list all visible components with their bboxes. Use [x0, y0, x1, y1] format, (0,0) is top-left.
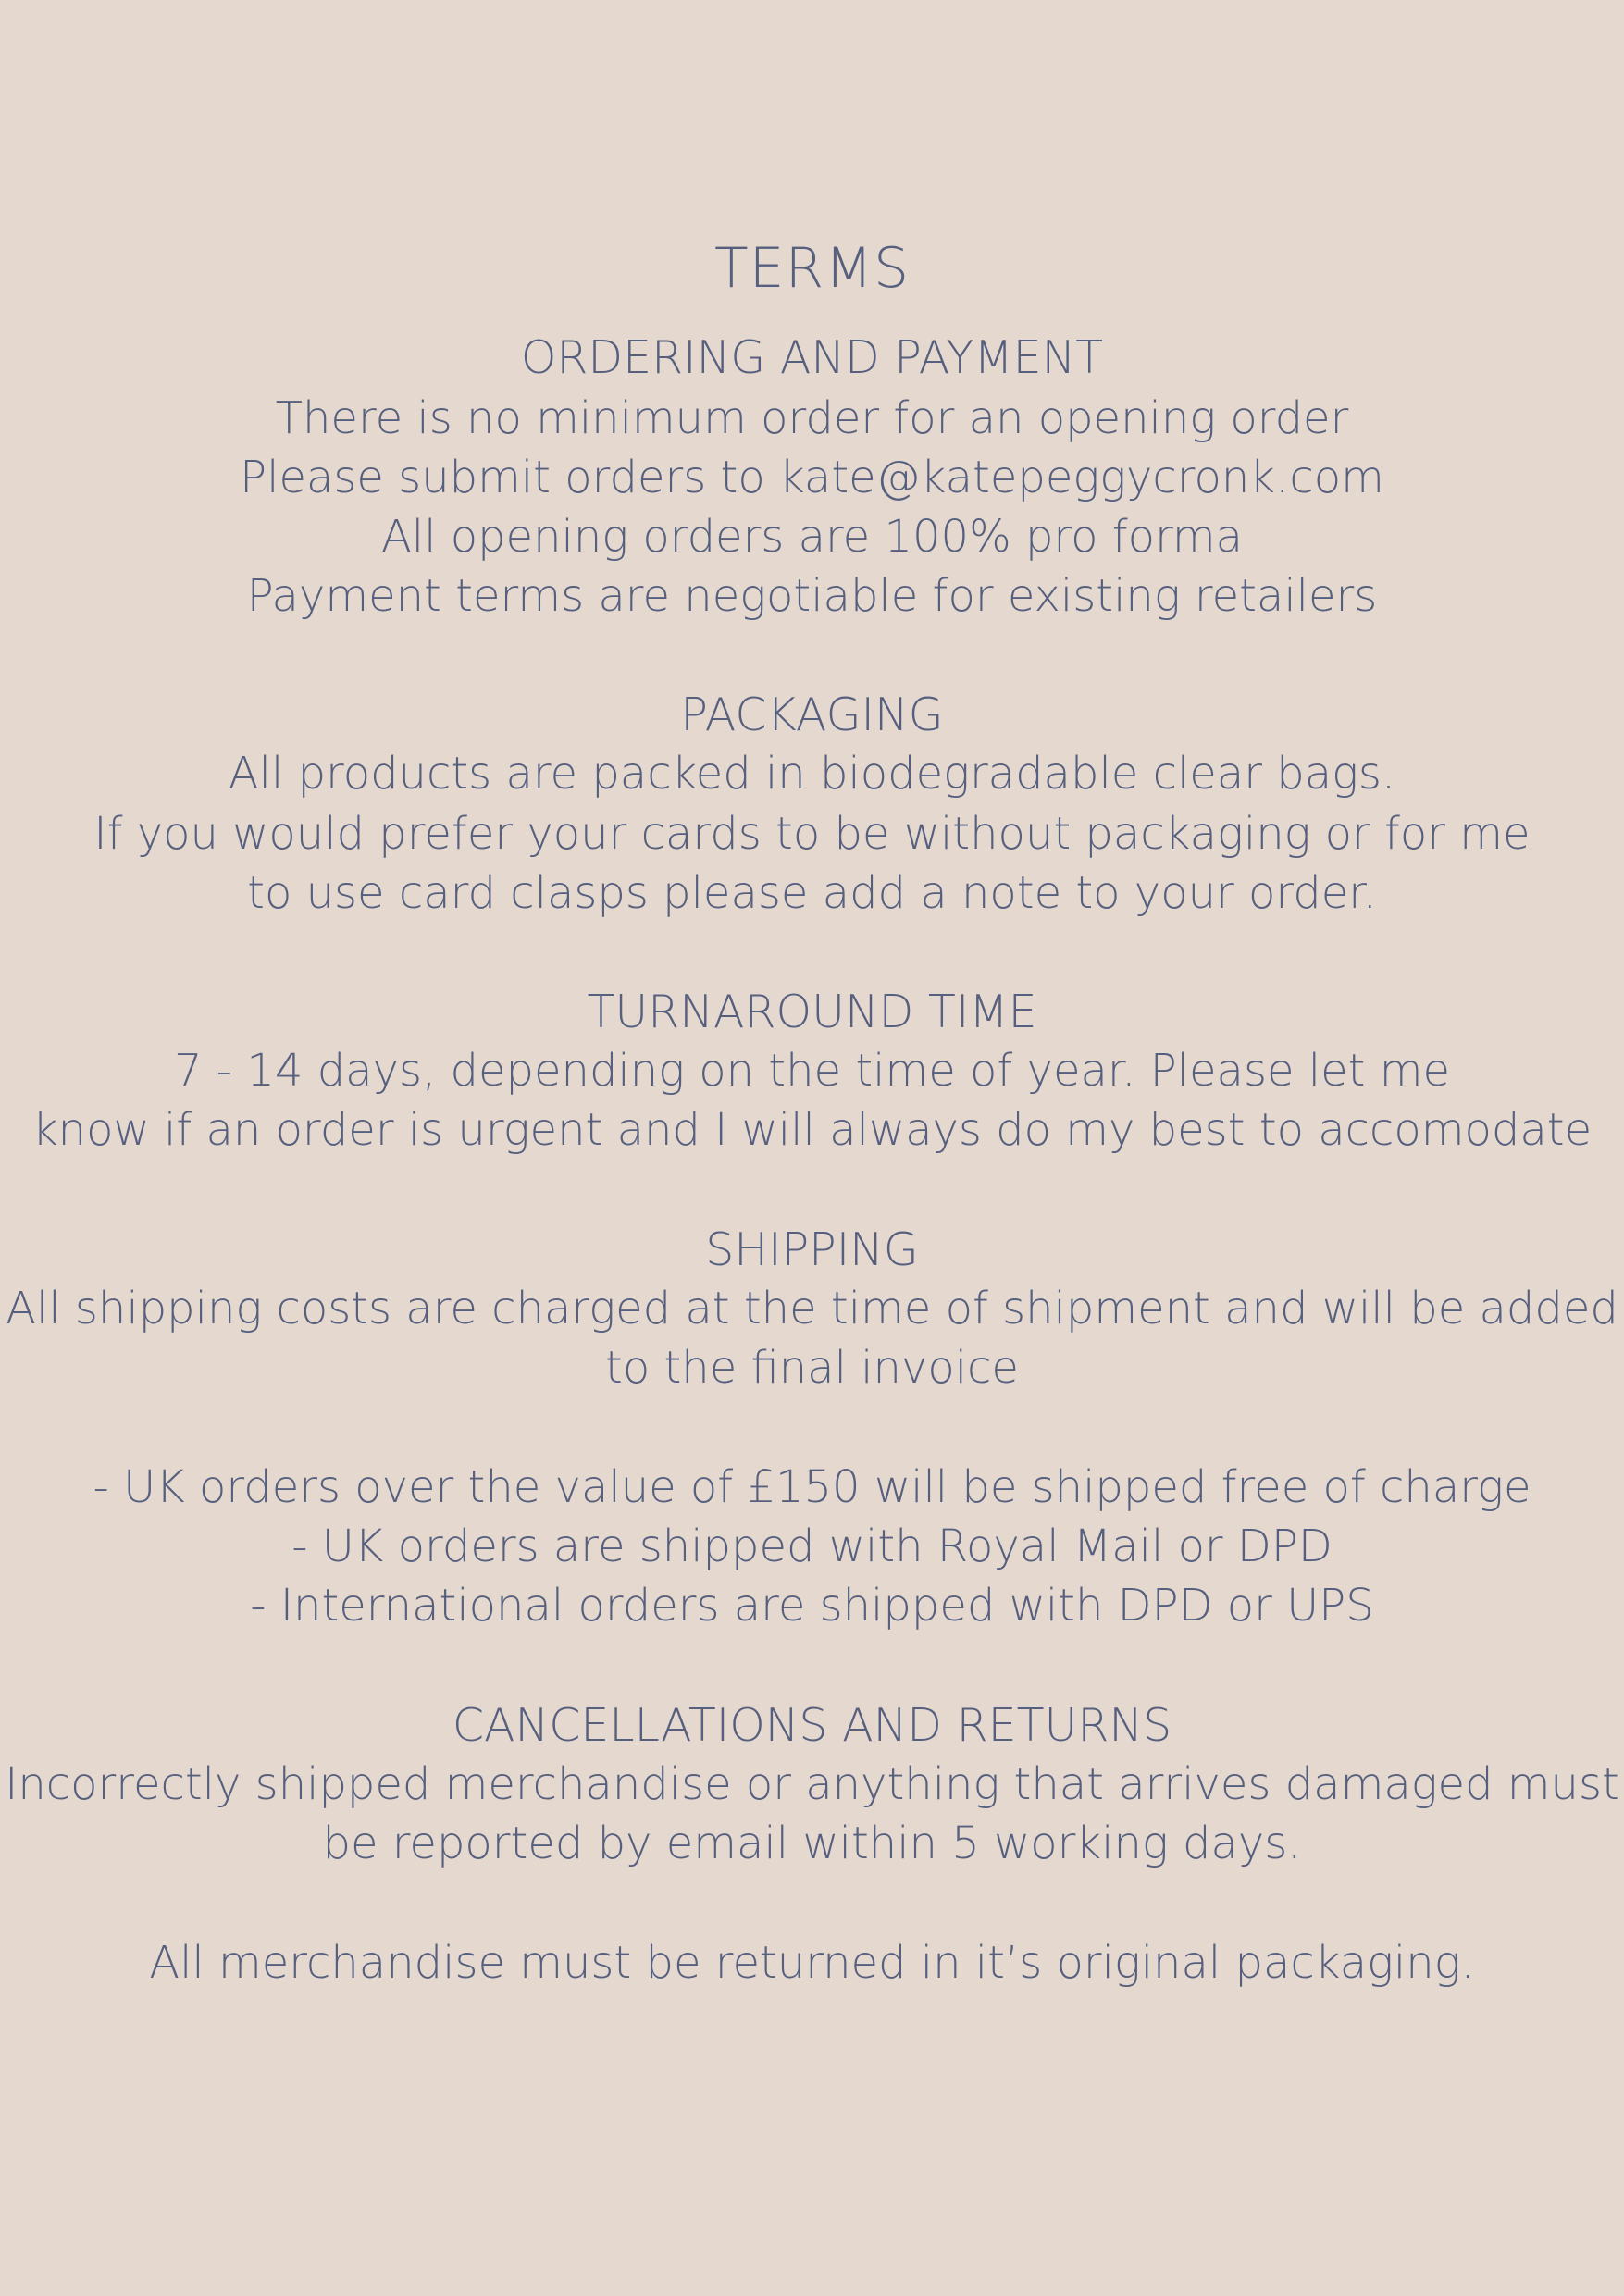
turnaround-line-2: know if an order is urgent and I will always do my best to accomodate: [31, 1104, 1593, 1156]
page-title: TERMS: [713, 236, 911, 301]
shipping-bullet-2: - UK orders are shipped with Royal Mail or DPD: [291, 1520, 1333, 1572]
ordering-line-4: Payment terms are negotiable for existing retailers: [246, 570, 1378, 622]
ordering-line-1: There is no minimum order for an opening order: [275, 392, 1349, 444]
returns-line: All merchandise must be returned in it’s original packaging.: [149, 1937, 1475, 1989]
turnaround-line-1: 7 - 14 days, depending on the time of year. Please let me: [174, 1045, 1450, 1097]
ordering-line-3: All opening orders are 100% pro forma: [380, 511, 1244, 563]
shipping-line-1: All shipping costs are charged at the time of shipment and will be added: [6, 1283, 1618, 1334]
section-heading-shipping: SHIPPING: [705, 1223, 919, 1276]
section-heading-cancellations: CANCELLATIONS AND RETURNS: [452, 1699, 1172, 1752]
packaging-line-2: If you would prefer your cards to be without packaging or for me: [93, 808, 1531, 860]
section-heading-turnaround: TURNAROUND TIME: [587, 986, 1037, 1038]
packaging-line-1: All products are packed in biodegradable clear bags.: [228, 748, 1396, 800]
section-heading-ordering-payment: ORDERING AND PAYMENT: [520, 331, 1104, 384]
shipping-bullet-3: - International orders are shipped with DPD or UPS: [250, 1580, 1374, 1632]
ordering-line-2: Please submit orders to kate@katepeggycronk.com: [240, 452, 1384, 503]
cancellations-line-2: be reported by email within 5 working days.: [322, 1818, 1302, 1869]
section-heading-packaging: PACKAGING: [680, 689, 944, 741]
cancellations-line-1: Incorrectly shipped merchandise or anything that arrives damaged must: [5, 1758, 1619, 1810]
packaging-line-3: to use card clasps please add a note to your order.: [247, 867, 1377, 919]
shipping-line-2: to the final invoice: [605, 1342, 1019, 1394]
shipping-bullet-1: - UK orders over the value of £150 will be shipped free of charge: [93, 1461, 1531, 1513]
